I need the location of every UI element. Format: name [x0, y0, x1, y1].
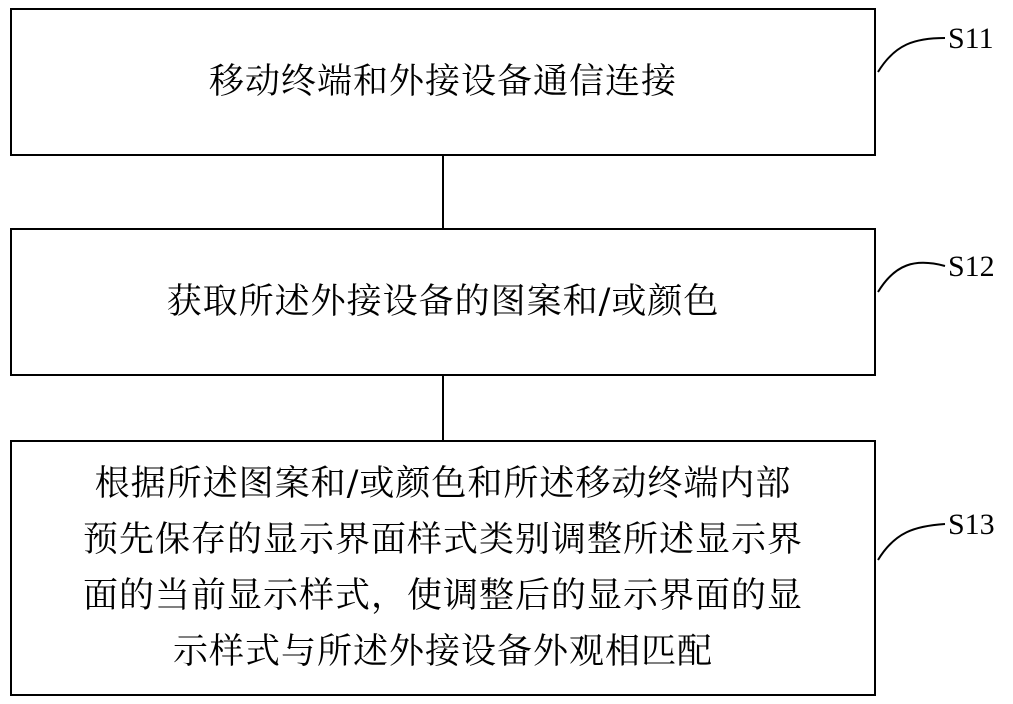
step-box-s12: [10, 228, 876, 376]
step-label-s12: S12: [948, 250, 995, 283]
leader-curve-s11: [878, 38, 945, 72]
step-text-s13-line: 预先保存的显示界面样式类别调整所述显示界: [82, 520, 803, 560]
step-text-s13-line: 根据所述图案和/或颜色和所述移动终端内部: [94, 464, 792, 504]
leader-curve-s13: [878, 524, 945, 560]
step-label-s11: S11: [948, 22, 994, 55]
step-label-s13: S13: [948, 508, 995, 541]
step-text-s12: 获取所述外接设备的图案和/或颜色: [166, 282, 720, 322]
step-text-s13-line: 面的当前显示样式，使调整后的显示界面的显: [82, 576, 803, 616]
step-box-s11: [10, 8, 876, 156]
step-text-s11: 移动终端和外接设备通信连接: [208, 62, 677, 102]
leader-curve-s12: [878, 263, 945, 292]
step-text-s13: [33, 456, 853, 680]
step-text-s13-line: 示样式与所述外接设备外观相匹配: [172, 632, 713, 672]
connector-s12-s13: [442, 376, 444, 440]
step-box-s13: [10, 440, 876, 696]
connector-s11-s12: [442, 156, 444, 228]
